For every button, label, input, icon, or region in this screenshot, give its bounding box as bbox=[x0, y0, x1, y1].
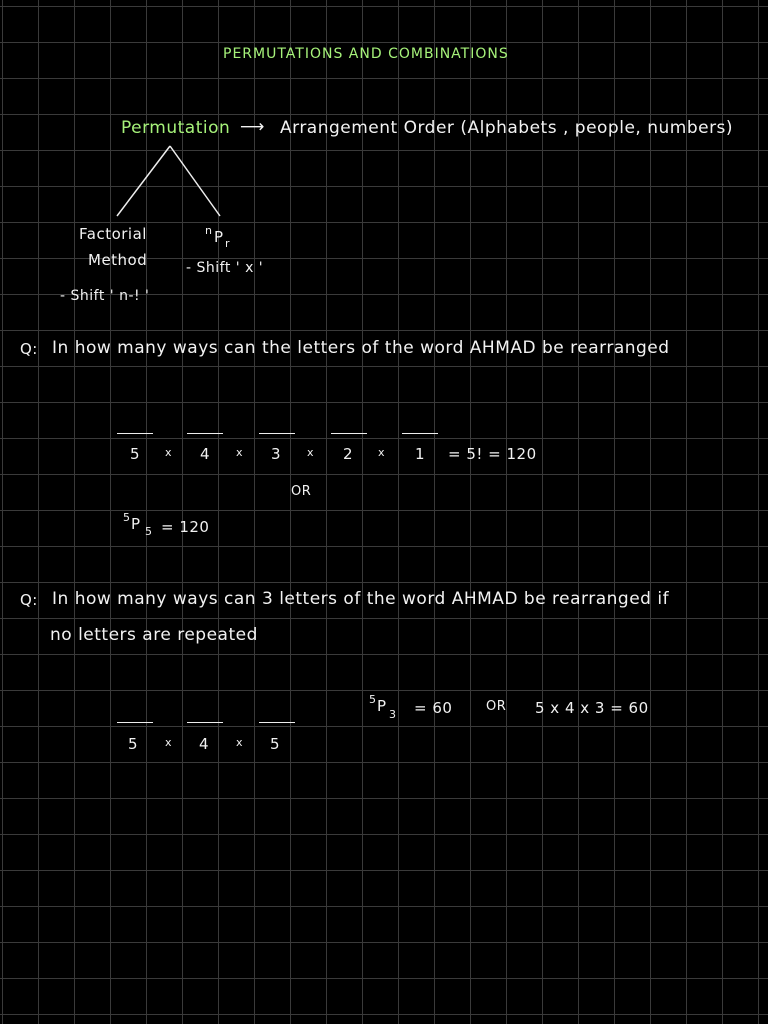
q1-or: OR bbox=[291, 484, 312, 499]
method-label: Method bbox=[88, 251, 148, 269]
multiply-sign: x bbox=[236, 736, 244, 749]
multiply-sign: x bbox=[165, 446, 173, 459]
multiply-sign: x bbox=[165, 736, 173, 749]
permutation-meaning: Arrangement Order (Alphabets , people, numbers) bbox=[280, 118, 734, 138]
slot-value: 5 bbox=[130, 445, 141, 463]
slot-line bbox=[259, 722, 295, 723]
npr-base: P bbox=[214, 228, 224, 246]
page-title: PERMUTATIONS AND COMBINATIONS bbox=[223, 46, 509, 62]
slot-value: 4 bbox=[200, 445, 211, 463]
slot-value: 4 bbox=[199, 735, 210, 753]
q1-npr-subscript: 5 bbox=[145, 525, 152, 538]
slot-line bbox=[402, 433, 438, 434]
multiply-sign: x bbox=[236, 446, 244, 459]
npr-superscript: n bbox=[205, 224, 212, 237]
slot-value: 2 bbox=[343, 445, 354, 463]
factorial-label: Factorial bbox=[79, 225, 147, 243]
npr-subscript: r bbox=[225, 237, 230, 250]
multiply-sign: x bbox=[378, 446, 386, 459]
q1-npr-superscript: 5 bbox=[123, 511, 130, 524]
q1-question: In how many ways can the letters of the word AHMAD be rearranged bbox=[52, 338, 670, 358]
q2-or: OR bbox=[486, 699, 507, 714]
slot-value: 5 bbox=[128, 735, 139, 753]
factorial-shift-note: - Shift ' n-! ' bbox=[60, 288, 150, 304]
slot-value: 1 bbox=[415, 445, 426, 463]
slot-line bbox=[117, 722, 153, 723]
slot-line bbox=[259, 433, 295, 434]
q1-factorial-result: = 5! = 120 bbox=[448, 445, 537, 463]
slot-line bbox=[117, 433, 153, 434]
q2-npr-result: = 60 bbox=[414, 699, 453, 717]
q1-npr-base: P bbox=[131, 515, 141, 533]
multiply-sign: x bbox=[307, 446, 315, 459]
arrow-icon: ⟶ bbox=[240, 117, 265, 137]
q2-alternate-calc: 5 x 4 x 3 = 60 bbox=[535, 699, 649, 717]
q2-npr-base: P bbox=[377, 697, 387, 715]
q2-label: Q: bbox=[20, 591, 38, 609]
q1-label: Q: bbox=[20, 340, 38, 358]
slot-line bbox=[187, 433, 223, 434]
q2-npr-subscript: 3 bbox=[389, 708, 396, 721]
q1-npr-result: = 120 bbox=[161, 518, 210, 536]
slot-value: 3 bbox=[271, 445, 282, 463]
q2-npr-superscript: 5 bbox=[369, 693, 376, 706]
permutation-term: Permutation bbox=[121, 118, 231, 138]
q2-question-line1: In how many ways can 3 letters of the word AHMAD be rearranged if bbox=[52, 589, 670, 609]
slot-line bbox=[187, 722, 223, 723]
npr-shift-note: - Shift ' x ' bbox=[186, 260, 264, 276]
slot-line bbox=[331, 433, 367, 434]
left-branch-line bbox=[117, 146, 170, 216]
right-branch-line bbox=[170, 146, 220, 216]
q2-question-line2: no letters are repeated bbox=[50, 625, 258, 645]
slot-value: 5 bbox=[270, 735, 281, 753]
